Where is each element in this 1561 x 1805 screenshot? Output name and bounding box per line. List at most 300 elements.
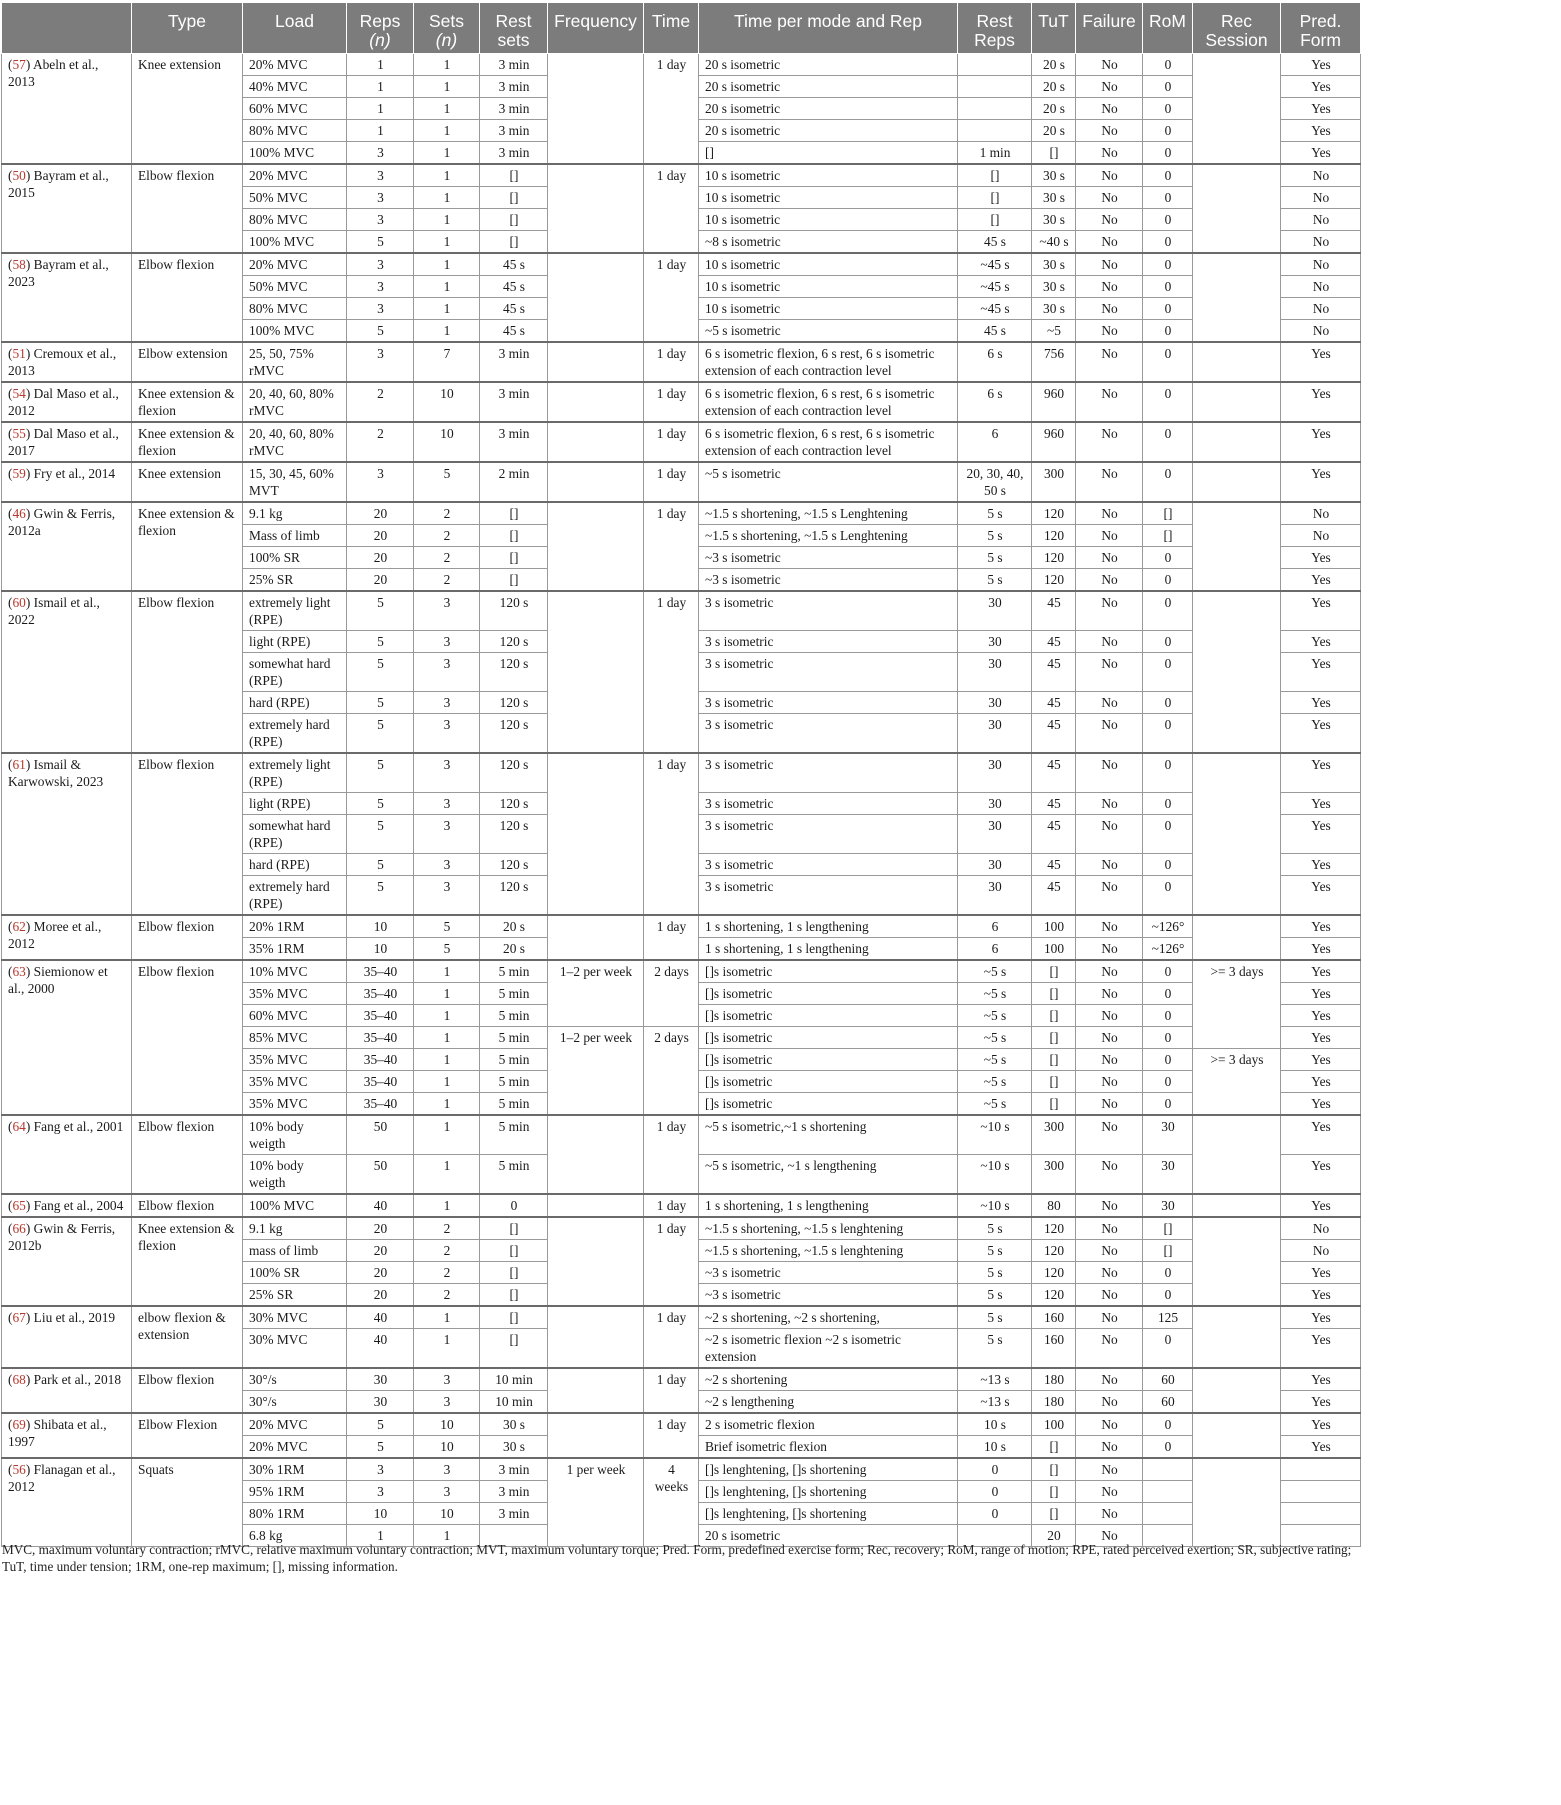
rest-reps-cell: 0: [958, 1481, 1032, 1503]
reps-cell: 5: [347, 692, 414, 714]
study-reference: 64: [12, 1119, 26, 1134]
pred-form-cell: Yes: [1281, 983, 1361, 1005]
tut-cell: 100: [1032, 1413, 1076, 1436]
sets-cell: 1: [414, 960, 480, 983]
reps-cell: 5: [347, 320, 414, 343]
rest-sets-cell: 5 min: [480, 960, 548, 983]
tut-cell: []: [1032, 1071, 1076, 1093]
time-cell: 1 day: [644, 1217, 699, 1306]
rom-cell: 0: [1143, 1413, 1193, 1436]
sets-cell: 1: [414, 187, 480, 209]
tut-cell: 30 s: [1032, 187, 1076, 209]
tut-cell: 300: [1032, 462, 1076, 502]
rec-session-cell: [1193, 1306, 1281, 1368]
rest-reps-cell: 5 s: [958, 1262, 1032, 1284]
study-cell: (57) Abeln et al., 2013: [2, 54, 132, 165]
rom-cell: 0: [1143, 1005, 1193, 1027]
rom-cell: 0: [1143, 753, 1193, 793]
failure-cell: No: [1076, 1413, 1143, 1436]
reps-cell: 35–40: [347, 1049, 414, 1071]
header-time-per-mode: Time per mode and Rep: [699, 3, 958, 54]
time-cell: 1 day: [644, 1115, 699, 1194]
table-row: [2, 1368, 1361, 1391]
sets-cell: 1: [414, 1525, 480, 1547]
pred-form-cell: No: [1281, 253, 1361, 276]
tut-cell: []: [1032, 1049, 1076, 1071]
time-per-mode-cell: 2 s isometric flexion: [699, 1413, 958, 1436]
reps-cell: 1: [347, 54, 414, 76]
rest-sets-cell: 2 min: [480, 462, 548, 502]
rest-reps-cell: ~45 s: [958, 253, 1032, 276]
failure-cell: No: [1076, 1194, 1143, 1217]
frequency-cell: 1 per week: [548, 1458, 644, 1547]
failure-cell: No: [1076, 422, 1143, 462]
rest-reps-cell: ~5 s: [958, 1027, 1032, 1049]
time-per-mode-cell: 10 s isometric: [699, 209, 958, 231]
tut-cell: 120: [1032, 547, 1076, 569]
rest-sets-cell: 10 min: [480, 1391, 548, 1414]
rest-sets-cell: 45 s: [480, 276, 548, 298]
sets-cell: 3: [414, 692, 480, 714]
rec-session-cell: [1193, 382, 1281, 422]
failure-cell: No: [1076, 1155, 1143, 1195]
rest-sets-cell: 120 s: [480, 714, 548, 754]
rest-sets-cell: 30 s: [480, 1413, 548, 1436]
sets-cell: 3: [414, 1458, 480, 1481]
time-per-mode-cell: 3 s isometric: [699, 793, 958, 815]
tut-cell: 45: [1032, 714, 1076, 754]
time-per-mode-cell: 6 s isometric flexion, 6 s rest, 6 s isometric extension of each contraction level: [699, 382, 958, 422]
pred-form-cell: Yes: [1281, 915, 1361, 938]
rest-sets-cell: 3 min: [480, 54, 548, 76]
pred-form-cell: Yes: [1281, 1391, 1361, 1414]
study-name: Siemionow et al., 2000: [8, 964, 108, 996]
rest-sets-cell: 3 min: [480, 1503, 548, 1525]
sets-cell: 1: [414, 98, 480, 120]
header-type: Type: [132, 3, 243, 54]
pred-form-cell: Yes: [1281, 382, 1361, 422]
tut-cell: 45: [1032, 793, 1076, 815]
time-per-mode-cell: 3 s isometric: [699, 692, 958, 714]
failure-cell: No: [1076, 231, 1143, 254]
time-per-mode-cell: ~5 s isometric: [699, 320, 958, 343]
time-per-mode-cell: ~3 s isometric: [699, 569, 958, 592]
rest-reps-cell: 6: [958, 422, 1032, 462]
sets-cell: 1: [414, 320, 480, 343]
pred-form-cell: Yes: [1281, 1049, 1361, 1071]
header-failure: Failure: [1076, 3, 1143, 54]
failure-cell: No: [1076, 342, 1143, 382]
sets-cell: 1: [414, 1306, 480, 1329]
rest-reps-cell: 10 s: [958, 1436, 1032, 1459]
study-name: Fry et al., 2014: [33, 466, 116, 481]
reps-cell: 3: [347, 209, 414, 231]
time-per-mode-cell: []s lenghtening, []s shortening: [699, 1458, 958, 1481]
rom-cell: 60: [1143, 1391, 1193, 1414]
table-footnote: MVC, maximum voluntary contraction; rMVC, relative maximum voluntary contraction; MVT, maximum voluntary torque; Pred. Form, predefined exercise form; Rec, recovery; RoM, range of motion; RPE, rated perceived exertion; SR, subjective rating; TuT, time under tension; 1RM, one-rep maximum; [], missing information.: [2, 1542, 1352, 1574]
failure-cell: No: [1076, 1071, 1143, 1093]
header-sets-unit: (n): [435, 30, 458, 50]
reps-cell: 1: [347, 120, 414, 142]
pred-form-cell: Yes: [1281, 815, 1361, 854]
reps-cell: 20: [347, 1262, 414, 1284]
rom-cell: 0: [1143, 1262, 1193, 1284]
table-body: [2, 54, 1361, 1547]
rom-cell: 0: [1143, 422, 1193, 462]
header-rec-session: [1193, 3, 1281, 54]
rest-reps-cell: 6: [958, 938, 1032, 961]
sets-cell: 10: [414, 382, 480, 422]
sets-cell: 3: [414, 631, 480, 653]
load-cell: somewhat hard (RPE): [243, 815, 347, 854]
sets-cell: 1: [414, 1049, 480, 1071]
load-cell: Mass of limb: [243, 525, 347, 547]
rest-reps-cell: ~13 s: [958, 1391, 1032, 1414]
study-name: Bayram et al., 2023: [8, 257, 109, 289]
rest-reps-cell: 5 s: [958, 1306, 1032, 1329]
reps-cell: 5: [347, 854, 414, 876]
reps-cell: 3: [347, 1481, 414, 1503]
failure-cell: No: [1076, 120, 1143, 142]
tut-cell: []: [1032, 1005, 1076, 1027]
rest-reps-cell: 1 min: [958, 142, 1032, 165]
rest-reps-cell: 5 s: [958, 1240, 1032, 1262]
rest-reps-cell: 30: [958, 815, 1032, 854]
load-cell: 60% MVC: [243, 98, 347, 120]
tut-cell: []: [1032, 1503, 1076, 1525]
time-cell: 1 day: [644, 1413, 699, 1458]
pred-form-cell: No: [1281, 1217, 1361, 1240]
exercise-type-cell: Elbow Flexion: [132, 1413, 243, 1458]
study-cell: (62) Moree et al., 2012: [2, 915, 132, 960]
rest-reps-cell: 5 s: [958, 1217, 1032, 1240]
rom-cell: 30: [1143, 1155, 1193, 1195]
frequency-cell: [548, 1115, 644, 1194]
reps-cell: 30: [347, 1391, 414, 1414]
load-cell: mass of limb: [243, 1240, 347, 1262]
failure-cell: No: [1076, 276, 1143, 298]
load-cell: 30°/s: [243, 1391, 347, 1414]
training-parameters-table: [1, 2, 1361, 1547]
header-tut: TuT: [1032, 3, 1076, 54]
sets-cell: 1: [414, 142, 480, 165]
time-cell: 1 day: [644, 422, 699, 462]
frequency-cell: 1–2 per week: [548, 1027, 644, 1116]
study-reference: 68: [12, 1372, 26, 1387]
rec-session-cell: [1193, 164, 1281, 253]
tut-cell: 180: [1032, 1391, 1076, 1414]
rec-session-cell: [1193, 1194, 1281, 1217]
study-name: Abeln et al., 2013: [8, 57, 99, 89]
time-cell: 1 day: [644, 591, 699, 753]
exercise-type-cell: Knee extension: [132, 462, 243, 502]
frequency-cell: [548, 1368, 644, 1413]
time-cell: 2 days: [644, 960, 699, 1027]
tut-cell: 756: [1032, 342, 1076, 382]
exercise-type-cell: Elbow flexion: [132, 915, 243, 960]
rom-cell: 0: [1143, 276, 1193, 298]
reps-cell: 10: [347, 938, 414, 961]
pred-form-cell: Yes: [1281, 1262, 1361, 1284]
tut-cell: 30 s: [1032, 209, 1076, 231]
rest-sets-cell: 45 s: [480, 298, 548, 320]
rom-cell: ~126°: [1143, 915, 1193, 938]
rest-sets-cell: 3 min: [480, 422, 548, 462]
rest-sets-cell: []: [480, 1329, 548, 1369]
load-cell: 100% MVC: [243, 320, 347, 343]
time-per-mode-cell: ~2 s lengthening: [699, 1391, 958, 1414]
table-row: [2, 253, 1361, 276]
rest-sets-cell: 5 min: [480, 1027, 548, 1049]
header-rest-sets-line1: Rest: [495, 11, 532, 31]
failure-cell: No: [1076, 1481, 1143, 1503]
study-reference: 61: [12, 757, 26, 772]
reps-cell: 5: [347, 753, 414, 793]
rest-sets-cell: 5 min: [480, 1005, 548, 1027]
tut-cell: ~40 s: [1032, 231, 1076, 254]
rest-reps-cell: 0: [958, 1458, 1032, 1481]
table-row: [2, 382, 1361, 422]
pred-form-cell: Yes: [1281, 1284, 1361, 1307]
pred-form-cell: [1281, 1503, 1361, 1525]
failure-cell: No: [1076, 76, 1143, 98]
failure-cell: No: [1076, 253, 1143, 276]
rest-sets-cell: 120 s: [480, 753, 548, 793]
reps-cell: 35–40: [347, 1071, 414, 1093]
reps-cell: 3: [347, 342, 414, 382]
sets-cell: 3: [414, 1391, 480, 1414]
time-per-mode-cell: ~1.5 s shortening, ~1.5 s Lenghtening: [699, 525, 958, 547]
rom-cell: 0: [1143, 960, 1193, 983]
time-per-mode-cell: []s isometric: [699, 1027, 958, 1049]
rest-reps-cell: 6: [958, 915, 1032, 938]
rec-session-cell: [1193, 54, 1281, 165]
rest-reps-cell: ~5 s: [958, 1049, 1032, 1071]
exercise-type-cell: Knee extension & flexion: [132, 1217, 243, 1306]
load-cell: 10% MVC: [243, 960, 347, 983]
rest-reps-cell: ~45 s: [958, 276, 1032, 298]
frequency-cell: [548, 915, 644, 960]
sets-cell: 1: [414, 1115, 480, 1155]
rest-sets-cell: 120 s: [480, 653, 548, 692]
frequency-cell: [548, 54, 644, 165]
load-cell: 20% MVC: [243, 1413, 347, 1436]
table-row: [2, 164, 1361, 187]
sets-cell: 10: [414, 1503, 480, 1525]
pred-form-cell: Yes: [1281, 1005, 1361, 1027]
time-per-mode-cell: 10 s isometric: [699, 276, 958, 298]
load-cell: extremely light (RPE): [243, 591, 347, 631]
failure-cell: No: [1076, 692, 1143, 714]
header-rest-reps: [958, 3, 1032, 54]
time-per-mode-cell: []s isometric: [699, 960, 958, 983]
study-cell: (65) Fang et al., 2004: [2, 1194, 132, 1217]
pred-form-cell: Yes: [1281, 422, 1361, 462]
study-cell: (58) Bayram et al., 2023: [2, 253, 132, 342]
load-cell: light (RPE): [243, 631, 347, 653]
header-reps-label: Reps: [359, 11, 401, 31]
pred-form-cell: Yes: [1281, 692, 1361, 714]
load-cell: 15, 30, 45, 60% MVT: [243, 462, 347, 502]
rec-session-cell: [1193, 1413, 1281, 1458]
study-name: Park et al., 2018: [33, 1372, 122, 1387]
study-reference: 56: [12, 1462, 26, 1477]
reps-cell: 20: [347, 502, 414, 525]
pred-form-cell: Yes: [1281, 1306, 1361, 1329]
sets-cell: 1: [414, 298, 480, 320]
exercise-type-cell: Knee extension: [132, 54, 243, 165]
rom-cell: 0: [1143, 876, 1193, 916]
tut-cell: ~5: [1032, 320, 1076, 343]
sets-cell: 2: [414, 1262, 480, 1284]
sets-cell: 3: [414, 591, 480, 631]
rec-session-cell: [1193, 915, 1281, 960]
time-per-mode-cell: ~5 s isometric,~1 s shortening: [699, 1115, 958, 1155]
failure-cell: No: [1076, 1240, 1143, 1262]
time-cell: 1 day: [644, 54, 699, 165]
rest-sets-cell: []: [480, 1240, 548, 1262]
time-cell: 1 day: [644, 382, 699, 422]
rest-sets-cell: []: [480, 187, 548, 209]
rest-reps-cell: ~5 s: [958, 1093, 1032, 1116]
reps-cell: 20: [347, 1284, 414, 1307]
study-cell: (60) Ismail et al., 2022: [2, 591, 132, 753]
rom-cell: []: [1143, 1217, 1193, 1240]
load-cell: 25% SR: [243, 1284, 347, 1307]
pred-form-cell: No: [1281, 525, 1361, 547]
rom-cell: 0: [1143, 1329, 1193, 1369]
rom-cell: 0: [1143, 1093, 1193, 1116]
pred-form-cell: [1281, 1458, 1361, 1481]
reps-cell: 10: [347, 1503, 414, 1525]
reps-cell: 20: [347, 525, 414, 547]
failure-cell: No: [1076, 164, 1143, 187]
failure-cell: No: [1076, 1005, 1143, 1027]
tut-cell: 120: [1032, 1262, 1076, 1284]
reps-cell: 50: [347, 1155, 414, 1195]
rest-reps-cell: 6 s: [958, 342, 1032, 382]
rom-cell: 0: [1143, 120, 1193, 142]
sets-cell: 1: [414, 253, 480, 276]
rest-sets-cell: 5 min: [480, 1049, 548, 1071]
rest-sets-cell: []: [480, 525, 548, 547]
rom-cell: []: [1143, 502, 1193, 525]
rest-reps-cell: 6 s: [958, 382, 1032, 422]
rom-cell: 0: [1143, 1049, 1193, 1071]
pred-form-cell: Yes: [1281, 1368, 1361, 1391]
sets-cell: 1: [414, 1071, 480, 1093]
time-cell: 1 day: [644, 1306, 699, 1368]
table-row: [2, 1217, 1361, 1240]
rest-sets-cell: 45 s: [480, 253, 548, 276]
reps-cell: 20: [347, 1217, 414, 1240]
tut-cell: 960: [1032, 382, 1076, 422]
load-cell: 100% MVC: [243, 231, 347, 254]
exercise-type-cell: Knee extension & flexion: [132, 422, 243, 462]
reps-cell: 10: [347, 915, 414, 938]
load-cell: 50% MVC: [243, 276, 347, 298]
rest-reps-cell: [958, 76, 1032, 98]
pred-form-cell: Yes: [1281, 876, 1361, 916]
frequency-cell: [548, 164, 644, 253]
frequency-cell: 1–2 per week: [548, 960, 644, 1027]
load-cell: 9.1 kg: [243, 1217, 347, 1240]
rest-reps-cell: 30: [958, 714, 1032, 754]
tut-cell: 300: [1032, 1155, 1076, 1195]
sets-cell: 1: [414, 164, 480, 187]
rom-cell: 0: [1143, 54, 1193, 76]
time-per-mode-cell: 3 s isometric: [699, 631, 958, 653]
study-name: Liu et al., 2019: [33, 1310, 116, 1325]
load-cell: hard (RPE): [243, 692, 347, 714]
time-per-mode-cell: 3 s isometric: [699, 591, 958, 631]
rest-reps-cell: 5 s: [958, 569, 1032, 592]
pred-form-cell: No: [1281, 209, 1361, 231]
table-row: [2, 753, 1361, 793]
sets-cell: 1: [414, 1194, 480, 1217]
time-per-mode-cell: ~1.5 s shortening, ~1.5 s Lenghtening: [699, 502, 958, 525]
rom-cell: 0: [1143, 569, 1193, 592]
reps-cell: 1: [347, 1525, 414, 1547]
study-name: Dal Maso et al., 2017: [8, 426, 119, 458]
rest-sets-cell: 120 s: [480, 815, 548, 854]
time-per-mode-cell: 20 s isometric: [699, 1525, 958, 1547]
tut-cell: []: [1032, 960, 1076, 983]
rest-reps-cell: 30: [958, 591, 1032, 631]
table-row: [2, 54, 1361, 76]
sets-cell: 5: [414, 915, 480, 938]
failure-cell: No: [1076, 320, 1143, 343]
sets-cell: 5: [414, 462, 480, 502]
study-cell: (55) Dal Maso et al., 2017: [2, 422, 132, 462]
load-cell: 30% MVC: [243, 1306, 347, 1329]
rom-cell: 125: [1143, 1306, 1193, 1329]
rest-sets-cell: 10 min: [480, 1368, 548, 1391]
failure-cell: No: [1076, 1436, 1143, 1459]
sets-cell: 2: [414, 525, 480, 547]
pred-form-cell: Yes: [1281, 1329, 1361, 1369]
pred-form-cell: Yes: [1281, 569, 1361, 592]
tut-cell: 160: [1032, 1306, 1076, 1329]
load-cell: 100% MVC: [243, 142, 347, 165]
rest-sets-cell: 3 min: [480, 1481, 548, 1503]
failure-cell: No: [1076, 1306, 1143, 1329]
time-per-mode-cell: []s isometric: [699, 1049, 958, 1071]
tut-cell: []: [1032, 1027, 1076, 1049]
pred-form-cell: No: [1281, 164, 1361, 187]
sets-cell: 2: [414, 1240, 480, 1262]
failure-cell: No: [1076, 209, 1143, 231]
reps-cell: 40: [347, 1329, 414, 1369]
rest-sets-cell: []: [480, 502, 548, 525]
header-rest-reps-line2: Reps: [974, 30, 1015, 50]
rom-cell: ~126°: [1143, 938, 1193, 961]
study-name: Shibata et al., 1997: [8, 1417, 107, 1449]
reps-cell: 1: [347, 76, 414, 98]
sets-cell: 3: [414, 653, 480, 692]
load-cell: 80% MVC: [243, 298, 347, 320]
reps-cell: 3: [347, 276, 414, 298]
failure-cell: No: [1076, 1049, 1143, 1071]
rest-reps-cell: [958, 54, 1032, 76]
tut-cell: 80: [1032, 1194, 1076, 1217]
failure-cell: No: [1076, 569, 1143, 592]
study-name: Fang et al., 2004: [33, 1198, 124, 1213]
load-cell: 20, 40, 60, 80% rMVC: [243, 382, 347, 422]
rom-cell: 0: [1143, 1284, 1193, 1307]
sets-cell: 1: [414, 120, 480, 142]
rom-cell: [1143, 1458, 1193, 1481]
